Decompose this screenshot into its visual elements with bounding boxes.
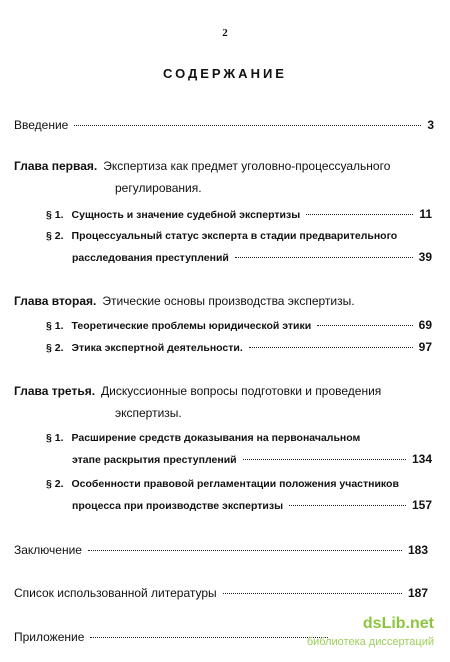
- section-title: Процессуальный статус эксперта в стадии предварительного: [71, 230, 398, 242]
- dot-leader: [249, 347, 413, 348]
- toc-entry-bibliography[interactable]: [14, 586, 428, 600]
- toc-entry-section[interactable]: [46, 432, 360, 444]
- dot-leader: [306, 214, 413, 215]
- toc-entry-label: Приложение: [14, 630, 85, 644]
- chapter-label: Глава вторая.: [14, 294, 97, 308]
- section-page: 69: [418, 318, 432, 332]
- toc-entry-section[interactable]: [46, 230, 397, 242]
- section-title-continued: этапе раскрытия преступлений: [72, 454, 237, 466]
- section-number: § 2.: [46, 342, 64, 354]
- chapter-label: Глава первая.: [14, 159, 98, 173]
- section-page: 39: [418, 250, 432, 264]
- toc-title: СОДЕРЖАНИЕ: [163, 66, 287, 81]
- toc-entry-intro[interactable]: [14, 118, 434, 132]
- section-title-continued: расследования преступлений: [72, 252, 229, 264]
- toc-entry-appendix[interactable]: [14, 630, 334, 644]
- section-page: 97: [418, 340, 432, 354]
- toc-entry-conclusion[interactable]: [14, 543, 428, 557]
- dot-leader: [235, 257, 413, 258]
- dot-leader: [90, 637, 328, 638]
- dot-leader: [223, 593, 402, 594]
- section-title: Теоретические проблемы юридической этики: [71, 320, 312, 332]
- chapter-title: Этические основы производства экспертизы.: [102, 294, 355, 308]
- dot-leader: [289, 505, 406, 506]
- toc-entry-section[interactable]: [46, 318, 432, 332]
- page-number: 2: [222, 27, 228, 39]
- dot-leader: [317, 325, 412, 326]
- chapter-3-heading: [14, 384, 381, 398]
- toc-entry-page: 3: [427, 118, 434, 132]
- section-number: § 1.: [46, 432, 64, 444]
- dot-leader: [243, 459, 406, 460]
- toc-entry-section[interactable]: [46, 207, 432, 221]
- toc-entry-section-continued[interactable]: [72, 498, 432, 512]
- section-number: § 1.: [46, 209, 64, 221]
- toc-entry-label: Заключение: [14, 543, 82, 557]
- toc-entry-section-continued[interactable]: [72, 452, 432, 466]
- toc-entry-section[interactable]: [46, 478, 399, 490]
- dot-leader: [74, 125, 421, 126]
- section-number: § 2.: [46, 230, 64, 242]
- watermark-tagline: библиотека диссертаций: [306, 636, 434, 648]
- dot-leader: [88, 550, 402, 551]
- chapter-label: Глава третья.: [14, 384, 96, 398]
- section-title: Расширение средств доказывания на первоначальном: [71, 432, 361, 444]
- toc-entry-page: 183: [407, 543, 428, 557]
- section-title: Особенности правовой регламентации положения участников: [71, 478, 399, 490]
- section-page: 11: [419, 207, 432, 221]
- chapter-1-heading: [14, 159, 390, 173]
- toc-entry-label: Список использованной литературы: [14, 586, 217, 600]
- toc-entry-page: 187: [407, 586, 428, 600]
- chapter-2-heading: [14, 294, 355, 308]
- section-number: § 1.: [46, 320, 64, 332]
- section-title: Сущность и значение судебной экспертизы: [71, 209, 301, 221]
- section-title: Этика экспертной деятельности.: [71, 342, 243, 354]
- chapter-title-continued: регулирования.: [115, 181, 202, 195]
- section-number: § 2.: [46, 478, 64, 490]
- section-page: 157: [411, 498, 432, 512]
- toc-entry-section[interactable]: [46, 340, 432, 354]
- watermark-logo: dsLib.net: [362, 615, 434, 632]
- section-page: 134: [411, 452, 432, 466]
- chapter-title-continued: экспертизы.: [115, 406, 182, 420]
- toc-entry-label: Введение: [14, 118, 69, 132]
- chapter-title: Дискуссионные вопросы подготовки и проведения: [101, 384, 382, 398]
- chapter-title: Экспертиза как предмет уголовно-процессуального: [103, 159, 391, 173]
- toc-entry-section-continued[interactable]: [72, 250, 432, 264]
- section-title-continued: процесса при производстве экспертизы: [72, 500, 284, 512]
